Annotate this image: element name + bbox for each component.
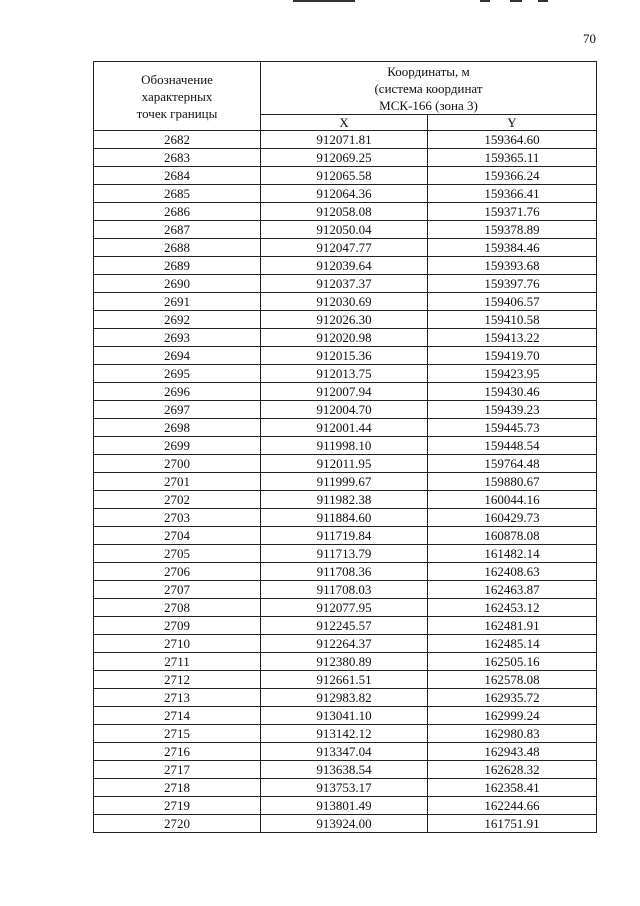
point-id-cell: 2719 [94, 797, 261, 815]
point-id-cell: 2711 [94, 653, 261, 671]
point-id-cell: 2701 [94, 473, 261, 491]
point-id-cell: 2700 [94, 455, 261, 473]
table-row [94, 167, 597, 185]
x-coordinate-cell: 912050.04 [261, 221, 428, 239]
x-coordinate-cell: 912069.25 [261, 149, 428, 167]
x-coordinate-cell: 912011.95 [261, 455, 428, 473]
x-coordinate-cell: 912015.36 [261, 347, 428, 365]
table-row [94, 599, 597, 617]
y-coordinate-cell: 162935.72 [428, 689, 597, 707]
x-coordinate-cell: 913753.17 [261, 779, 428, 797]
x-coordinate-cell: 912064.36 [261, 185, 428, 203]
table-row [94, 329, 597, 347]
y-coordinate-cell: 159378.89 [428, 221, 597, 239]
point-id-cell: 2717 [94, 761, 261, 779]
table-row [94, 473, 597, 491]
y-coordinate-cell: 162463.87 [428, 581, 597, 599]
y-coordinate-cell: 162505.16 [428, 653, 597, 671]
point-id-cell: 2686 [94, 203, 261, 221]
table-row [94, 149, 597, 167]
point-id-cell: 2714 [94, 707, 261, 725]
point-id-cell: 2716 [94, 743, 261, 761]
point-id-cell: 2709 [94, 617, 261, 635]
y-coordinate-cell: 162943.48 [428, 743, 597, 761]
point-id-cell: 2694 [94, 347, 261, 365]
x-coordinate-cell: 912001.44 [261, 419, 428, 437]
x-coordinate-cell: 912058.08 [261, 203, 428, 221]
x-coordinate-cell: 912047.77 [261, 239, 428, 257]
x-coordinate-cell: 911982.38 [261, 491, 428, 509]
y-coordinate-cell: 159764.48 [428, 455, 597, 473]
y-coordinate-cell: 162578.08 [428, 671, 597, 689]
y-coordinate-cell: 162244.66 [428, 797, 597, 815]
table-row [94, 257, 597, 275]
point-id-cell: 2712 [94, 671, 261, 689]
y-coordinate-cell: 159406.57 [428, 293, 597, 311]
y-coordinate-cell: 161751.91 [428, 815, 597, 833]
y-coordinate-cell: 159430.46 [428, 383, 597, 401]
point-id-cell: 2690 [94, 275, 261, 293]
scan-edge-mark [538, 0, 548, 2]
point-id-cell: 2713 [94, 689, 261, 707]
point-id-cell: 2710 [94, 635, 261, 653]
x-coordinate-cell: 912983.82 [261, 689, 428, 707]
y-coordinate-cell: 160429.73 [428, 509, 597, 527]
point-id-cell: 2705 [94, 545, 261, 563]
point-id-cell: 2720 [94, 815, 261, 833]
point-id-cell: 2685 [94, 185, 261, 203]
table-row [94, 419, 597, 437]
x-coordinate-cell: 913924.00 [261, 815, 428, 833]
x-coordinate-cell: 912037.37 [261, 275, 428, 293]
table-row [94, 761, 597, 779]
y-coordinate-cell: 160044.16 [428, 491, 597, 509]
y-coordinate-cell: 159384.46 [428, 239, 597, 257]
point-id-cell: 2707 [94, 581, 261, 599]
coords-header-line: Координаты, м [387, 63, 470, 79]
y-coordinate-cell: 162408.63 [428, 563, 597, 581]
table-row [94, 779, 597, 797]
y-coordinate-cell: 162485.14 [428, 635, 597, 653]
x-coordinate-cell: 911708.03 [261, 581, 428, 599]
table-row [94, 185, 597, 203]
x-coordinate-cell: 913142.12 [261, 725, 428, 743]
y-coordinate-cell: 159413.22 [428, 329, 597, 347]
table-row [94, 743, 597, 761]
table-row [94, 221, 597, 239]
x-coordinate-cell: 912245.57 [261, 617, 428, 635]
table-row [94, 527, 597, 545]
table-row [94, 635, 597, 653]
page-number: 70 [583, 31, 596, 46]
y-coordinate-cell: 159393.68 [428, 257, 597, 275]
x-column-header: X [261, 115, 428, 131]
table-row [94, 797, 597, 815]
x-coordinate-cell: 912661.51 [261, 671, 428, 689]
x-coordinate-cell: 913638.54 [261, 761, 428, 779]
x-coordinate-cell: 912020.98 [261, 329, 428, 347]
point-id-cell: 2691 [94, 293, 261, 311]
y-coordinate-cell: 162999.24 [428, 707, 597, 725]
x-coordinate-cell: 913347.04 [261, 743, 428, 761]
point-id-cell: 2684 [94, 167, 261, 185]
table-row [94, 509, 597, 527]
coordinates-group-header [261, 62, 597, 115]
table-row [94, 383, 597, 401]
x-coordinate-cell: 912007.94 [261, 383, 428, 401]
coordinates-table [93, 61, 597, 833]
point-id-cell: 2689 [94, 257, 261, 275]
x-coordinate-cell: 912065.58 [261, 167, 428, 185]
table-row [94, 653, 597, 671]
x-coordinate-cell: 912077.95 [261, 599, 428, 617]
y-column-header: Y [428, 115, 597, 131]
point-id-cell: 2702 [94, 491, 261, 509]
table-row [94, 491, 597, 509]
table-row [94, 689, 597, 707]
table-row [94, 293, 597, 311]
y-coordinate-cell: 160878.08 [428, 527, 597, 545]
x-coordinate-cell: 911708.36 [261, 563, 428, 581]
table-row [94, 365, 597, 383]
y-coordinate-cell: 159419.70 [428, 347, 597, 365]
table-row [94, 131, 597, 149]
point-id-cell: 2698 [94, 419, 261, 437]
table-row [94, 563, 597, 581]
y-coordinate-cell: 159364.60 [428, 131, 597, 149]
y-coordinate-cell: 159366.41 [428, 185, 597, 203]
y-coordinate-cell: 159410.58 [428, 311, 597, 329]
x-coordinate-cell: 912264.37 [261, 635, 428, 653]
x-coordinate-cell: 912030.69 [261, 293, 428, 311]
y-coordinate-cell: 159371.76 [428, 203, 597, 221]
x-coordinate-cell: 911999.67 [261, 473, 428, 491]
table-row [94, 437, 597, 455]
points-header-line: Обозначение [141, 71, 213, 87]
table-row [94, 581, 597, 599]
table-row [94, 617, 597, 635]
point-id-cell: 2696 [94, 383, 261, 401]
scan-edge-mark [510, 0, 522, 2]
points-header-line: характерных [141, 88, 213, 104]
x-coordinate-cell: 912013.75 [261, 365, 428, 383]
y-coordinate-cell: 159445.73 [428, 419, 597, 437]
y-coordinate-cell: 159423.95 [428, 365, 597, 383]
table-body [94, 131, 597, 833]
x-coordinate-cell: 912071.81 [261, 131, 428, 149]
y-coordinate-cell: 162453.12 [428, 599, 597, 617]
table-row [94, 545, 597, 563]
table-row [94, 275, 597, 293]
x-coordinate-cell: 912004.70 [261, 401, 428, 419]
points-column-header [94, 62, 261, 131]
x-coordinate-cell: 913801.49 [261, 797, 428, 815]
table-row [94, 347, 597, 365]
points-header-line: точек границы [136, 105, 218, 121]
scan-edge-mark [480, 0, 490, 2]
point-id-cell: 2697 [94, 401, 261, 419]
point-id-cell: 2687 [94, 221, 261, 239]
header-row [94, 62, 597, 115]
x-coordinate-cell: 911719.84 [261, 527, 428, 545]
point-id-cell: 2693 [94, 329, 261, 347]
point-id-cell: 2706 [94, 563, 261, 581]
table-row [94, 239, 597, 257]
table-row [94, 203, 597, 221]
point-id-cell: 2699 [94, 437, 261, 455]
table-row [94, 311, 597, 329]
y-coordinate-cell: 159880.67 [428, 473, 597, 491]
x-coordinate-cell: 911884.60 [261, 509, 428, 527]
y-coordinate-cell: 162358.41 [428, 779, 597, 797]
x-coordinate-cell: 913041.10 [261, 707, 428, 725]
y-coordinate-cell: 162481.91 [428, 617, 597, 635]
point-id-cell: 2703 [94, 509, 261, 527]
y-coordinate-cell: 161482.14 [428, 545, 597, 563]
point-id-cell: 2704 [94, 527, 261, 545]
table-row [94, 401, 597, 419]
y-coordinate-cell: 159448.54 [428, 437, 597, 455]
coords-header-line: (система координат [374, 80, 483, 96]
scan-edge-mark [293, 0, 355, 2]
x-coordinate-cell: 911713.79 [261, 545, 428, 563]
point-id-cell: 2715 [94, 725, 261, 743]
table-row [94, 707, 597, 725]
x-coordinate-cell: 912380.89 [261, 653, 428, 671]
y-coordinate-cell: 159365.11 [428, 149, 597, 167]
table-row [94, 455, 597, 473]
y-coordinate-cell: 159397.76 [428, 275, 597, 293]
table-row [94, 815, 597, 833]
y-coordinate-cell: 159366.24 [428, 167, 597, 185]
point-id-cell: 2683 [94, 149, 261, 167]
x-coordinate-cell: 912026.30 [261, 311, 428, 329]
y-coordinate-cell: 162628.32 [428, 761, 597, 779]
point-id-cell: 2718 [94, 779, 261, 797]
x-coordinate-cell: 911998.10 [261, 437, 428, 455]
point-id-cell: 2695 [94, 365, 261, 383]
y-coordinate-cell: 159439.23 [428, 401, 597, 419]
table-row [94, 671, 597, 689]
coords-header-line: МСК-166 (зона 3) [379, 97, 478, 113]
point-id-cell: 2682 [94, 131, 261, 149]
point-id-cell: 2688 [94, 239, 261, 257]
point-id-cell: 2708 [94, 599, 261, 617]
y-coordinate-cell: 162980.83 [428, 725, 597, 743]
x-coordinate-cell: 912039.64 [261, 257, 428, 275]
table-row [94, 725, 597, 743]
point-id-cell: 2692 [94, 311, 261, 329]
